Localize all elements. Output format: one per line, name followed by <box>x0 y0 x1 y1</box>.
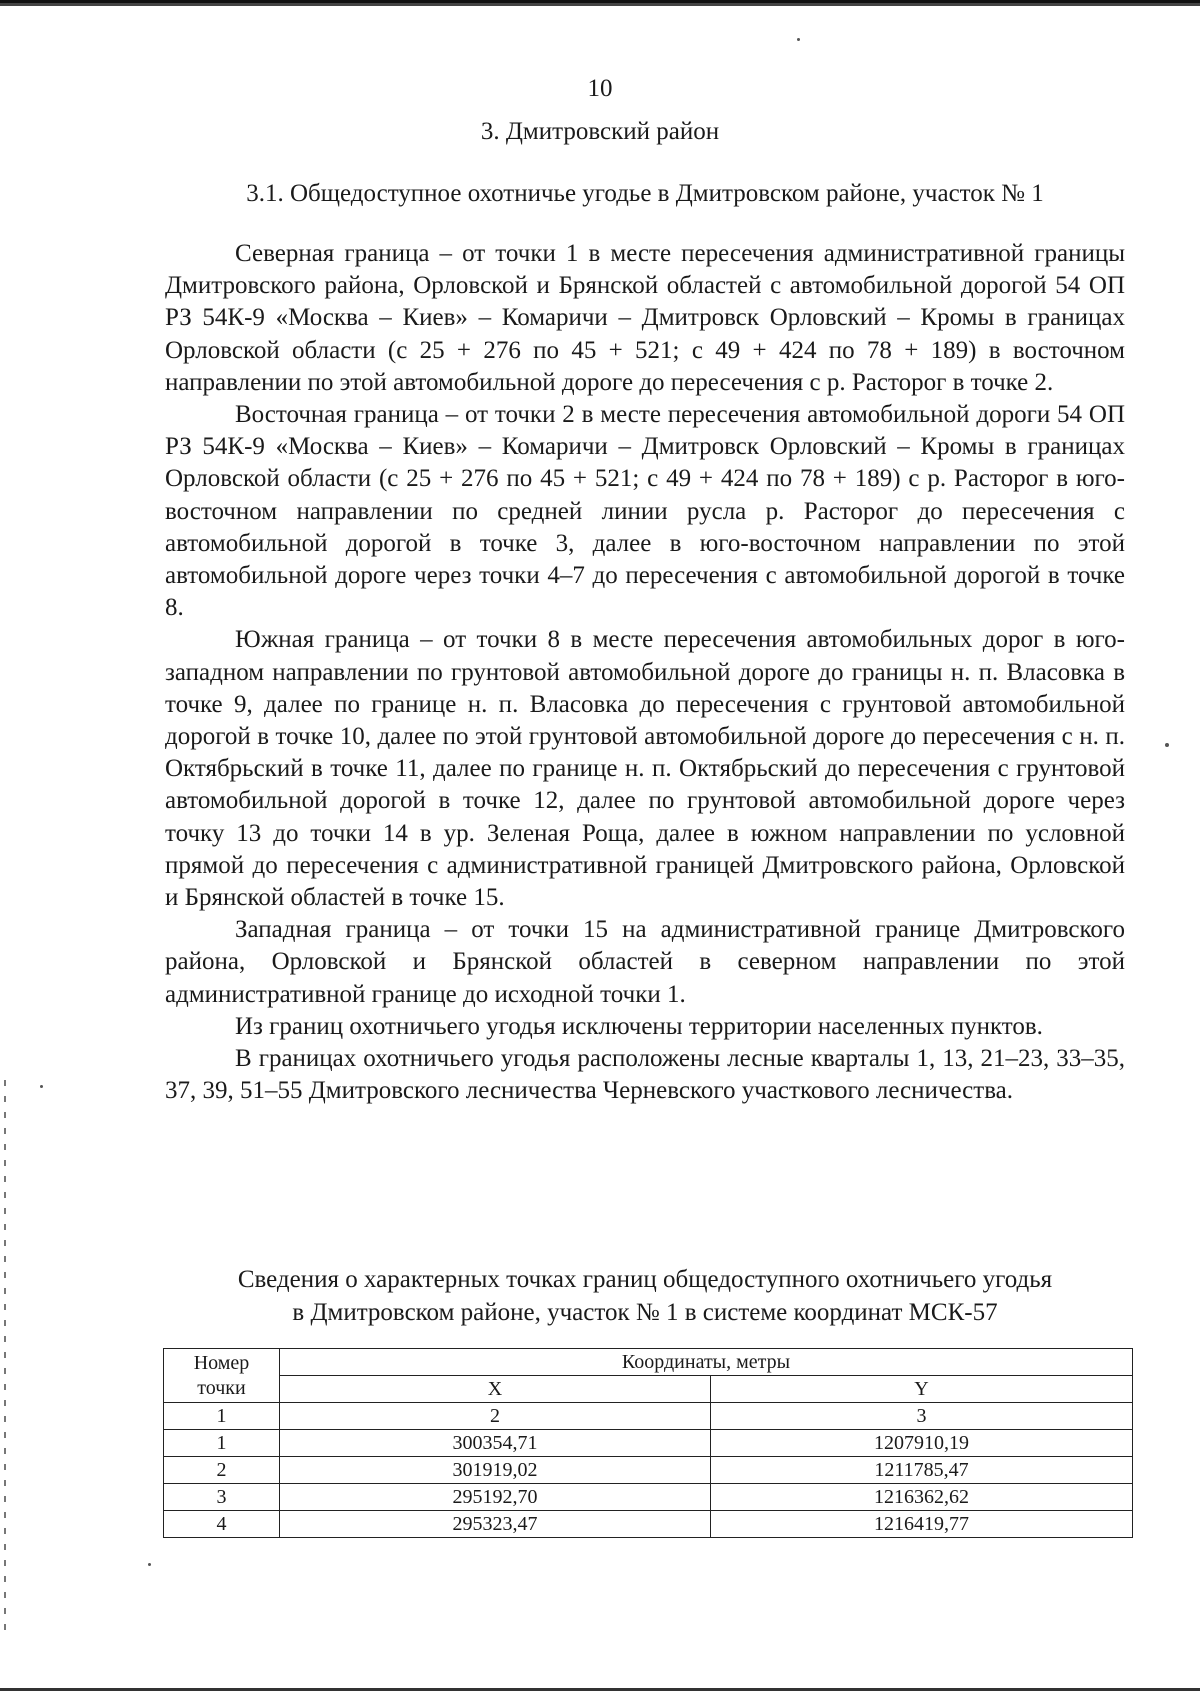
cell-x: 300354,71 <box>280 1430 711 1457</box>
column-number: 1 <box>164 1403 280 1430</box>
cell-point: 2 <box>164 1457 280 1484</box>
header-y: Y <box>711 1376 1133 1403</box>
cell-point: 3 <box>164 1484 280 1511</box>
table-row <box>164 1430 1133 1457</box>
cell-x: 295192,70 <box>280 1484 711 1511</box>
cell-point: 1 <box>164 1430 280 1457</box>
header-x: X <box>280 1376 711 1403</box>
section-title: 3. Дмитровский район <box>480 118 720 145</box>
header-point-line-2: точки <box>197 1376 246 1399</box>
scan-speck <box>148 1563 151 1566</box>
paragraph-west-boundary: Западная граница – от точки 15 на административной границе Дмитровского района, Орловской и Брянской областей в северном направлении по этой административной границе до исходной точки 1. <box>165 916 1125 1008</box>
table-column-numbers-row <box>164 1403 1133 1430</box>
page-number: 10 <box>587 75 613 102</box>
header-point-line-1: Номер <box>193 1351 250 1374</box>
paragraph-south-boundary: Южная граница – от точки 8 в месте пересечения автомобильных дорог в юго-западном направлении по грунтовой автомобильной дороге до границы н. п. Власовка в точке 9, далее по границе н. п. Власовка до пересечения с грунтовой автомобильной дорогой в точке 10, далее по этой грунтовой автомобильной дороге до пересечения с н. п. Октябрьский в точке 11, далее по границе н. п. Октябрьский до пересечения с грунтовой автомобильной дорогой в точке 12, далее по грунтовой автомобильной дороге через точку 13 до точки 14 в ур. Зеленая Роща, далее в южном направлении по условной прямой до пересечения с административной границей Дмитровского района, Орловской и Брянской областей в точке 15. <box>165 626 1125 912</box>
cell-y: 1211785,47 <box>711 1457 1133 1484</box>
column-number: 2 <box>280 1403 711 1430</box>
table-header-row <box>164 1349 1133 1376</box>
scan-speck <box>40 1085 43 1088</box>
cell-y: 1216362,62 <box>711 1484 1133 1511</box>
cell-y: 1207910,19 <box>711 1430 1133 1457</box>
scan-speck <box>1165 743 1169 747</box>
table-caption <box>165 1263 1125 1329</box>
cell-point: 4 <box>164 1511 280 1538</box>
header-point-number <box>164 1349 280 1403</box>
scan-edge-bottom <box>0 1688 1200 1691</box>
table-caption-line-1: Сведения о характерных точках границ общедоступного охотничьего угодья <box>237 1266 1053 1293</box>
table-row <box>164 1457 1133 1484</box>
table-row <box>164 1484 1133 1511</box>
table-header-subrow <box>164 1376 1133 1403</box>
paragraph-forest-quarters: В границах охотничьего угодья расположены лесные кварталы 1, 13, 21–23, 33–35, 37, 39, 51–55 Дмитровского лесничества Черневского участкового лесничества. <box>165 1045 1125 1105</box>
scan-speck <box>797 38 800 41</box>
column-number: 3 <box>711 1403 1133 1430</box>
subsection-title: 3.1. Общедоступное охотничье угодье в Дмитровском районе, участок № 1 <box>246 180 1044 207</box>
paragraph-north-boundary: Северная граница – от точки 1 в месте пересечения административной границы Дмитровского района, Орловской и Брянской областей с автомобильной дорогой 54 ОП РЗ 54К-9 «Москва – Киев» – Комаричи – Дмитровск Орловский – Кромы в границах Орловской области (с 25 + 276 по 45 + 521; с 49 + 424 по 78 + 189) в восточном направлении по этой автомобильной дороге до пересечения с р. Расторог в точке 2. <box>165 240 1125 396</box>
scan-edge-top <box>0 0 1200 10</box>
scan-margin-marks <box>4 1080 6 1640</box>
header-coordinates: Координаты, метры <box>280 1349 1133 1376</box>
paragraph-exclusions: Из границ охотничьего угодья исключены территории населенных пунктов. <box>235 1012 1043 1040</box>
body-text <box>165 238 1125 1107</box>
coordinates-table <box>163 1348 1133 1538</box>
cell-x: 301919,02 <box>280 1457 711 1484</box>
paragraph-east-boundary: Восточная граница – от точки 2 в месте пересечения автомобильной дороги 54 ОП РЗ 54К-9 «Москва – Киев» – Комаричи – Дмитровск Орловский – Кромы в границах Орловской области (с 25 + 276 по 45 + 521; с 49 + 424 по 78 + 189) с р. Расторог в юго-восточном направлении по средней линии русла р. Расторог до пересечения с автомобильной дорогой в точке 3, далее в юго-восточном направлении по этой автомобильной дороге через точки 4–7 до пересечения с автомобильной дорогой в точке 8. <box>165 401 1125 622</box>
table-row <box>164 1511 1133 1538</box>
cell-x: 295323,47 <box>280 1511 711 1538</box>
cell-y: 1216419,77 <box>711 1511 1133 1538</box>
table-caption-line-2: в Дмитровском районе, участок № 1 в системе координат МСК-57 <box>292 1299 998 1326</box>
